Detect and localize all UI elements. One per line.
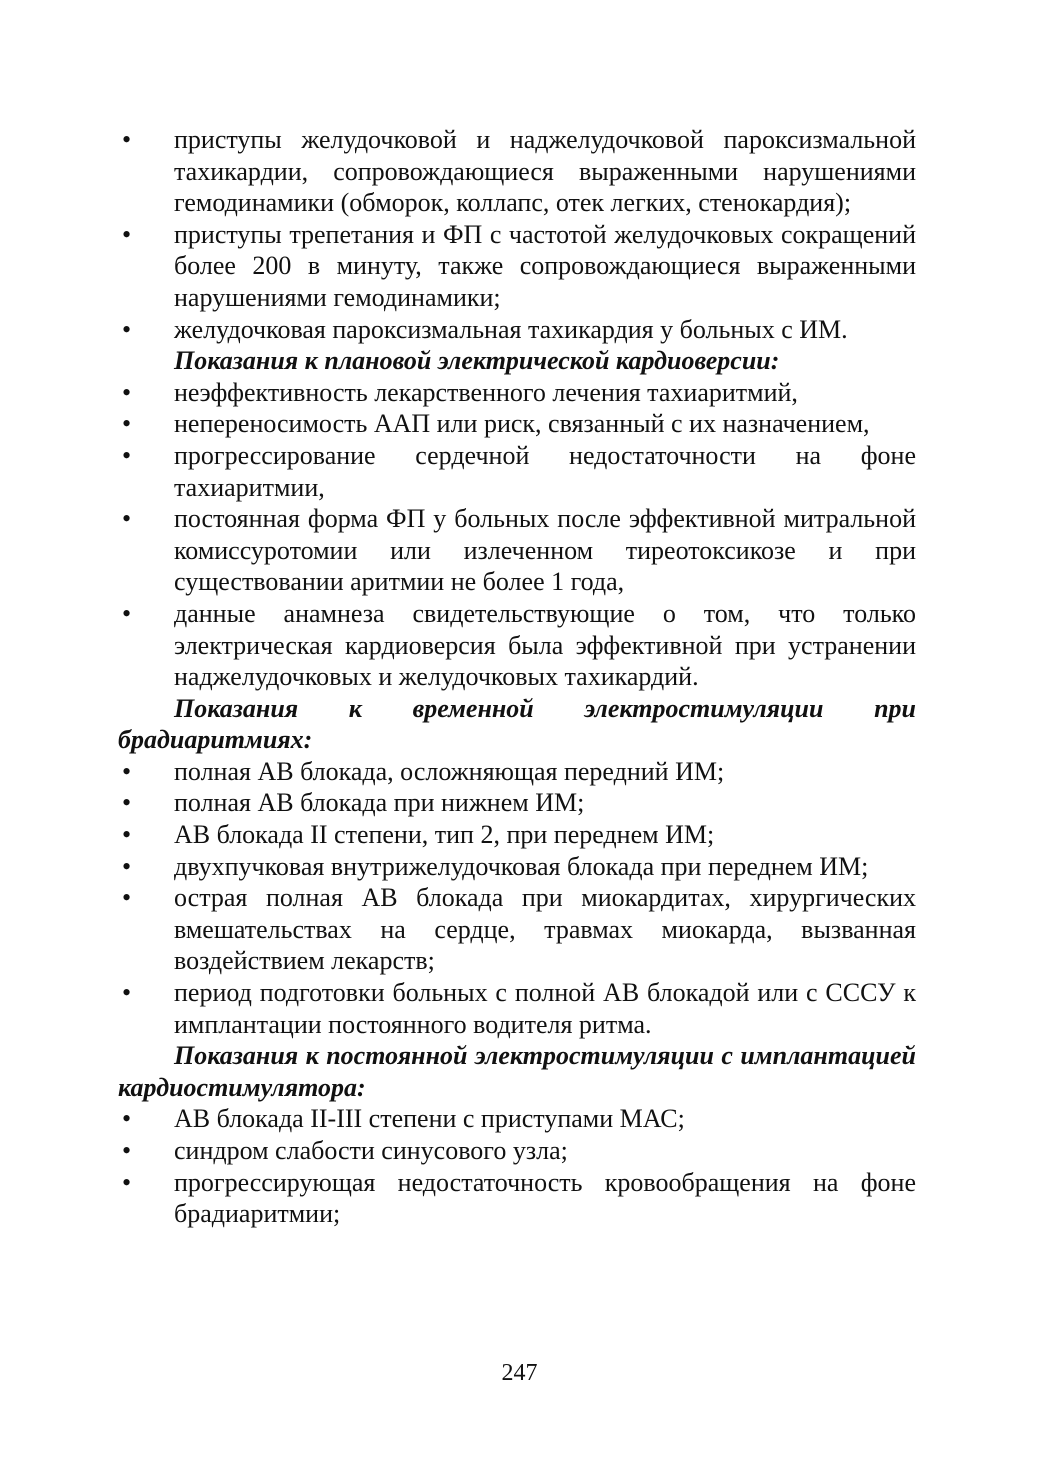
bullet-marker: • [122, 377, 132, 407]
bullet-item [118, 1167, 916, 1230]
bullet-marker: • [122, 1104, 132, 1134]
bullet-marker: • [122, 440, 132, 470]
bullet-item [118, 503, 916, 598]
page-body [118, 124, 916, 1230]
bullet-text: приступы желудочковой и наджелудочковой пароксизмальной тахикардии, сопровождающиеся выраженными нарушениями гемодинамики (обморок, коллапс, отек легких, стенокардия); [174, 125, 916, 218]
bullet-item [118, 756, 916, 788]
bullet-text: данные анамнеза свидетельствующие о том, что только электрическая кардиоверсия была эффективной при устранении наджелудочковых и желудочковых тахикардий. [174, 598, 916, 692]
bullet-item [118, 977, 916, 1040]
bullet-item [118, 408, 916, 440]
bullet-text: приступы трепетания и ФП с частотой желудочковых сокращений более 200 в минуту, также сопровождающиеся выраженными нарушениями гемодинамики; [174, 219, 916, 312]
bullet-marker: • [122, 1167, 132, 1197]
section-heading-planned-cardioversion: Показания к плановой электрической кардиоверсии: [174, 346, 780, 376]
bullet-text: синдром слабости синусового узла; [174, 1136, 568, 1165]
bullet-item [118, 882, 916, 977]
bullet-marker: • [122, 1136, 132, 1165]
bullet-marker: • [122, 883, 132, 913]
bullet-text: АВ блокада II-III степени с приступами МАС; [174, 1104, 685, 1134]
bullet-item [118, 219, 916, 314]
bullet-text: прогрессирующая недостаточность кровообращения на фоне брадиаритмии; [174, 1167, 916, 1229]
bullet-marker: • [122, 788, 132, 818]
bullet-text: прогрессирование сердечной недостаточности на фоне тахиаритмии, [174, 440, 916, 502]
section-heading-temporary-pacing: Показания к временной электростимуляции при брадиаритмиях: [118, 693, 916, 755]
bullet-marker: • [122, 504, 132, 534]
bullet-marker: • [122, 598, 132, 628]
bullet-text: полная АВ блокада при нижнем ИМ; [174, 788, 585, 818]
bullet-text: острая полная АВ блокада при миокардитах, хирургических вмешательствах на сердце, травмах миокарда, вызванная воздействием лекарств; [174, 883, 916, 976]
bullet-text: неэффективность лекарственного лечения тахиаритмий, [174, 377, 798, 407]
bullet-item [118, 440, 916, 503]
bullet-item [118, 851, 916, 883]
bullet-item [118, 598, 916, 693]
bullet-text: АВ блокада II степени, тип 2, при переднем ИМ; [174, 820, 715, 850]
bullet-marker: • [122, 314, 132, 344]
bullet-marker: • [122, 820, 132, 850]
bullet-item [118, 1135, 916, 1167]
bullet-text: постоянная форма ФП у больных после эффективной митральной комиссуротомии или излеченном тиреотоксикозе и при существовании аритмии не более 1 года, [174, 504, 916, 597]
bullet-marker: • [122, 219, 132, 249]
bullet-text: период подготовки больных с полной АВ блокадой или с СССУ к имплантации постоянного водителя ритма. [174, 978, 916, 1039]
bullet-item [118, 314, 916, 346]
bullet-marker: • [122, 125, 132, 154]
bullet-marker: • [122, 756, 132, 786]
bullet-item [118, 1103, 916, 1135]
bullet-item [118, 787, 916, 819]
page-number: 247 [501, 1360, 538, 1386]
bullet-text: непереносимость ААП или риск, связанный с их назначением, [174, 409, 870, 439]
bullet-item [118, 819, 916, 851]
bullet-text: желудочковая пароксизмальная тахикардия у больных с ИМ. [174, 314, 848, 344]
bullet-item [118, 124, 916, 219]
bullet-text: полная АВ блокада, осложняющая передний ИМ; [174, 756, 725, 786]
bullet-marker: • [122, 851, 132, 881]
bullet-marker: • [122, 409, 132, 439]
bullet-item [118, 377, 916, 409]
section-heading-permanent-pacing: Показания к постоянной электростимуляции с имплантацией кардиостимулятора: [118, 1041, 916, 1102]
bullet-text: двухпучковая внутрижелудочковая блокада при переднем ИМ; [174, 851, 869, 881]
bullet-marker: • [122, 978, 132, 1008]
